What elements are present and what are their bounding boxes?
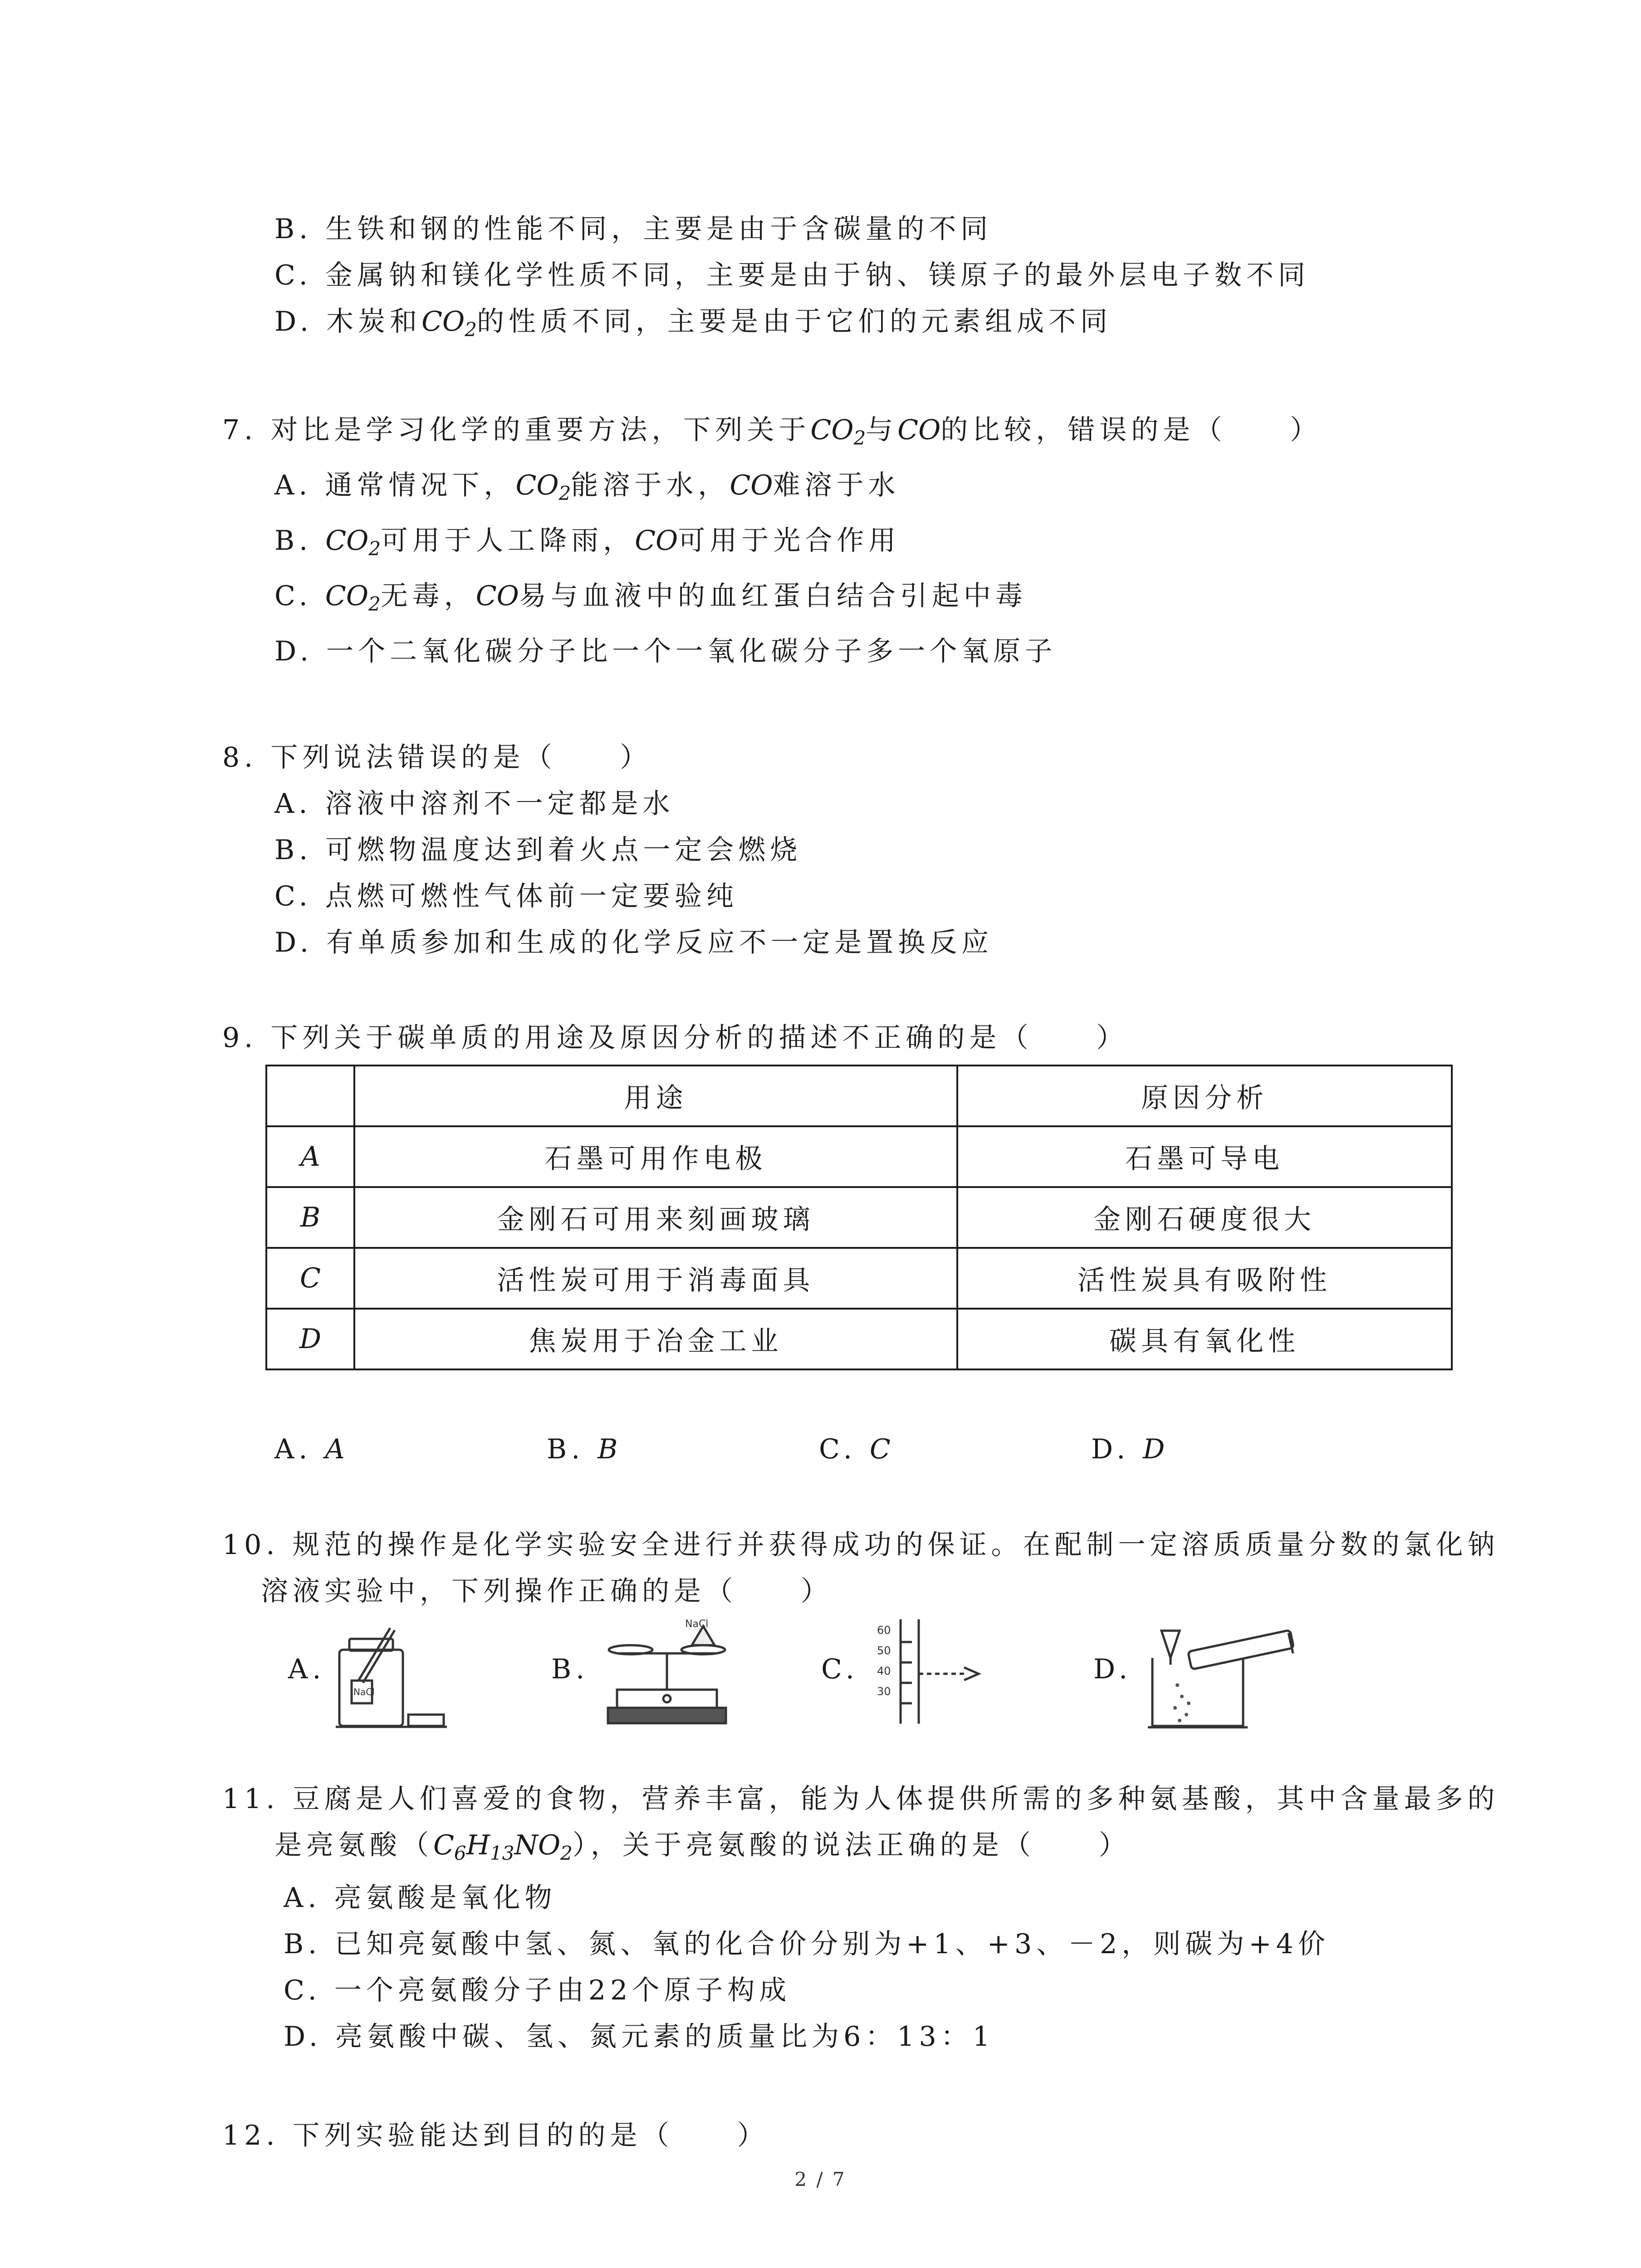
table-cell: 金刚石硬度很大 [957,1187,1452,1248]
table-header-cell: 原因分析 [957,1066,1452,1126]
q11-stem-line1: 11. 豆腐是人们喜爱的食物，营养丰富，能为人体提供所需的多种氨基酸，其中含量最多的 [222,1783,1499,1815]
formula-co2: $CO_2$ [515,469,571,504]
jar-label: NaCl [353,1686,375,1697]
q9-option-a: A. A [274,1433,345,1465]
q9-table [265,1065,1453,1370]
q8-option-a: A. 溶液中溶剂不一定都是水 [274,788,675,820]
formula-co2: $CO_2$ [325,525,381,560]
table-row [266,1126,1452,1187]
cylinder-tick-label: 60 [877,1624,891,1637]
q8-stem: 8. 下列说法错误的是（ ） [222,742,652,773]
formula-co2: $CO_2$ [421,306,477,341]
q10-option-c-label: C. [821,1653,859,1685]
formula-co: CO [475,580,519,612]
table-header-cell [266,1066,354,1126]
jar-spoon-figure [331,1622,449,1730]
q9-option-b: B. B [547,1433,618,1465]
q10-option-d-label: D. [1093,1653,1132,1685]
table-cell: C [266,1248,354,1309]
q10-stem-line1: 10. 规范的操作是化学实验安全进行并获得成功的保证。在配制一定溶质质量分数的氯化钠 [222,1529,1499,1561]
balance-figure [599,1617,735,1730]
table-cell: 金刚石可用来刻画玻璃 [354,1187,957,1248]
cylinder-tick-label: 50 [877,1644,891,1657]
table-row [266,1248,1452,1309]
cylinder-tick-label: 30 [877,1685,891,1698]
q7-option-a: A. 通常情况下，$CO_2$能溶于水，CO难溶于水 [274,469,900,504]
q6-option-d: D. 木炭和$CO_2$的性质不同，主要是由于它们的元素组成不同 [274,306,1112,341]
q9-option-c: C. C [819,1433,891,1465]
q6-option-c: C. 金属钠和镁化学性质不同，主要是由于钠、镁原子的最外层电子数不同 [274,259,1310,291]
q10-stem-line2: 溶液实验中，下列操作正确的是（ ） [261,1575,833,1607]
graduated-cylinder-figure [873,1615,991,1728]
cylinder-tick-label: 40 [877,1665,891,1677]
table-cell: 焦炭用于冶金工业 [354,1309,957,1369]
q9-option-d: D. D [1091,1433,1165,1465]
q9-stem: 9. 下列关于碳单质的用途及原因分析的描述不正确的是（ ） [222,1022,1128,1054]
q11-option-d: D. 亮氨酸中碳、氢、氮元素的质量比为6：13：1 [284,2021,994,2053]
table-row [266,1309,1452,1369]
table-header-cell: 用途 [354,1066,957,1126]
table-cell: B [266,1187,354,1248]
q6-option-b: B. 生铁和钢的性能不同，主要是由于含碳量的不同 [274,213,993,245]
table-cell: 活性炭具有吸附性 [957,1248,1452,1309]
q10-option-a-label: A. [288,1653,326,1685]
q7-option-b: B. $CO_2$可用于人工降雨，CO可用于光合作用 [274,525,901,560]
q7-option-c: C. $CO_2$无毒，CO易与血液中的血红蛋白结合引起中毒 [274,580,1027,615]
table-row [266,1187,1452,1248]
q8-option-d: D. 有单质参加和生成的化学反应不一定是置换反应 [274,927,994,958]
table-cell: D [266,1309,354,1369]
q11-option-a: A. 亮氨酸是氧化物 [284,1882,557,1914]
formula-co: CO [897,414,941,446]
formula-leucine: $C_6H_{13}NO_2$ [433,1829,573,1864]
q11-option-b: B. 已知亮氨酸中氢、氮、氧的化合价分别为+1、+3、－2，则碳为+4价 [284,1928,1330,1960]
page-number: 2 / 7 [794,2168,847,2190]
table-cell: 活性炭可用于消毒面具 [354,1248,957,1309]
table-cell: A [266,1126,354,1187]
table-cell: 石墨可导电 [957,1126,1452,1187]
q7-stem: 7. 对比是学习化学的重要方法，下列关于$CO_2$与CO的比较，错误的是（ ） [222,414,1322,449]
q7-option-d: D. 一个二氧化碳分子比一个一氧化碳分子多一个氧原子 [274,635,1057,667]
q11-stem-line2: 是亮氨酸$(C_6H_{13}NO_2)$，关于亮氨酸的说法正确的是（ ） [274,1829,1131,1864]
q11-option-c: C. 一个亮氨酸分子由22个原子构成 [284,1975,791,2006]
formula-co: CO [635,525,678,557]
formula-co: CO [730,469,773,501]
q10-option-b-label: B. [551,1653,589,1685]
beaker-pour-figure [1143,1617,1307,1730]
formula-co2: $CO_2$ [810,414,866,449]
balance-label: NaCl [685,1618,709,1630]
formula-co2: $CO_2$ [325,580,381,615]
q8-option-c: C. 点燃可燃性气体前一定要验纯 [274,880,738,912]
table-cell: 碳具有氧化性 [957,1309,1452,1369]
table-header-row [266,1066,1452,1126]
q8-option-b: B. 可燃物温度达到着火点一定会燃烧 [274,834,802,866]
q12-stem: 12. 下列实验能达到目的的是（ ） [222,2120,769,2151]
table-cell: 石墨可用作电极 [354,1126,957,1187]
